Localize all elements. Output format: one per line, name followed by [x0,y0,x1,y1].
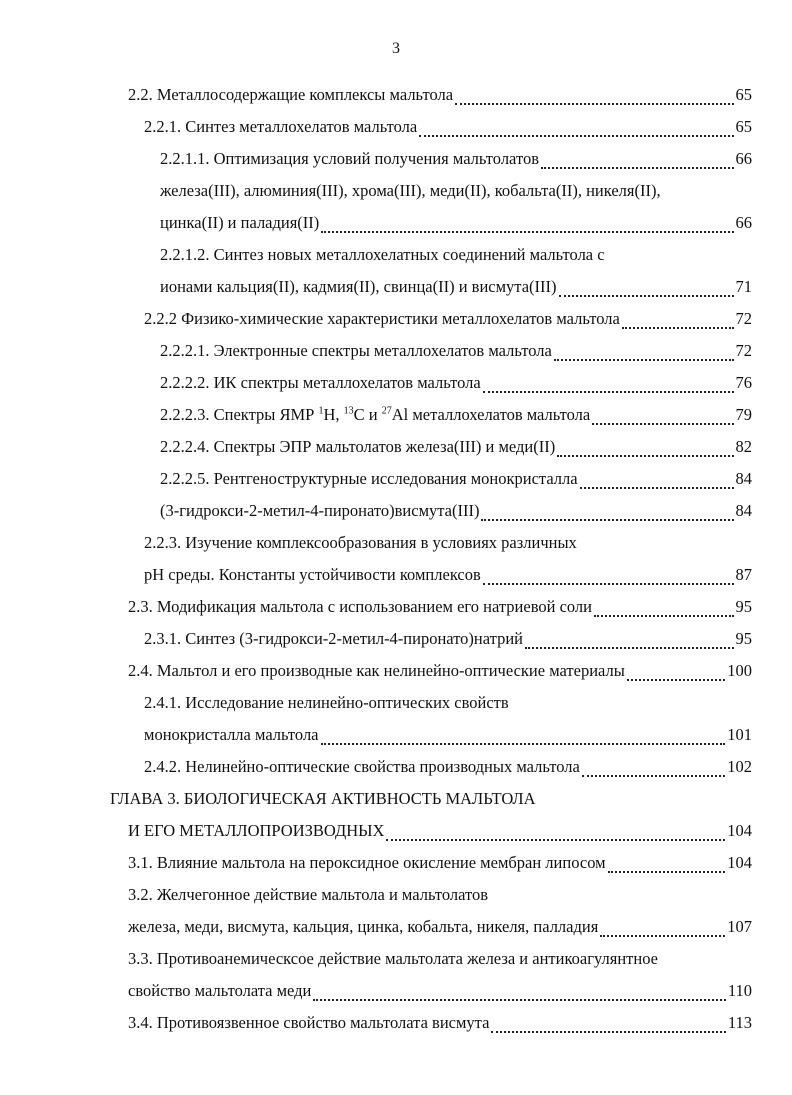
toc-entry: И ЕГО МЕТАЛЛОПРОИЗВОДНЫХ 104 [128,821,752,840]
toc-entry: 2.2.2.4. Спектры ЭПР мальтолатов железа(III) и меди(II) 82 [160,437,752,456]
toc-entry: 2.2.2 Физико-химические характеристики металлохелатов мальтола 72 [144,309,752,328]
chapter-heading: ГЛАВА 3. БИОЛОГИЧЕСКАЯ АКТИВНОСТЬ МАЛЬТОЛА [110,789,536,808]
toc-entry: 2.4. Мальтол и его производные как нелинейно-оптические материалы 100 [128,661,752,680]
toc-entry-nmr: 2.2.2.3. Спектры ЯМР $^1$Н, $^{13}$С и $^{27}$Al металлохелатов мальтола 79 [160,405,752,424]
toc-entry: 2.4.2. Нелинейно-оптические свойства производных мальтола 102 [144,757,752,776]
toc-entry: цинка(II) и паладия(II) 66 [160,213,752,232]
toc-entry: 2.2.2.5. Рентгеноструктурные исследования монокристалла 84 [160,469,752,488]
toc-entry: 2.2.2.2. ИК спектры металлохелатов мальтола 76 [160,373,752,392]
toc-entry: 3.4. Противоязвенное свойство мальтолата висмута 113 [128,1013,752,1032]
toc-entry: 2.2.1. Синтез металлохелатов мальтола 65 [144,117,752,136]
toc-entry: свойство мальтолата меди 110 [128,981,752,1000]
toc-entry-continued: железа(III), алюминия(III), хрома(III), меди(II), кобальта(II), никеля(II), [160,181,661,200]
toc-entry: 2.2. Металлосодержащие комплексы мальтола 65 [128,85,752,104]
toc-entry-continued: 2.2.3. Изучение комплексообразования в условиях различных [144,533,577,552]
page-number: 3 [392,40,400,57]
toc-entry: 2.3. Модификация мальтола с использованием его натриевой соли 95 [128,597,752,616]
toc-entry-continued: 3.3. Противоанемическсое действие мальтолата железа и антикоагулянтное [128,949,658,968]
toc-entry: железа, меди, висмута, кальция, цинка, кобальта, никеля, палладия 107 [128,917,752,936]
toc-entry: 2.2.1.1. Оптимизация условий получения мальтолатов 66 [160,149,752,168]
toc-entry: рН среды. Константы устойчивости комплексов 87 [144,565,752,584]
toc-entry-continued: 2.2.1.2. Синтез новых металлохелатных соединений мальтола с [160,245,605,264]
toc-entry: ионами кальция(II), кадмия(II), свинца(II) и висмута(III) 71 [160,277,752,296]
toc-entry: 3.1. Влияние мальтола на пероксидное окисление мембран липосом 104 [128,853,752,872]
toc-entry: (3-гидрокси-2-метил-4-пиронато)висмута(III) 84 [160,501,752,520]
toc-entry: 2.3.1. Синтез (3-гидрокси-2-метил-4-пиронато)натрий 95 [144,629,752,648]
toc-entry-continued: 2.4.1. Исследование нелинейно-оптических свойств [144,693,509,712]
toc-entry: 2.2.2.1. Электронные спектры металлохелатов мальтола 72 [160,341,752,360]
toc-entry-continued: 3.2. Желчегонное действие мальтола и мальтолатов [128,885,489,904]
toc-entry: монокристалла мальтола 101 [144,725,752,744]
